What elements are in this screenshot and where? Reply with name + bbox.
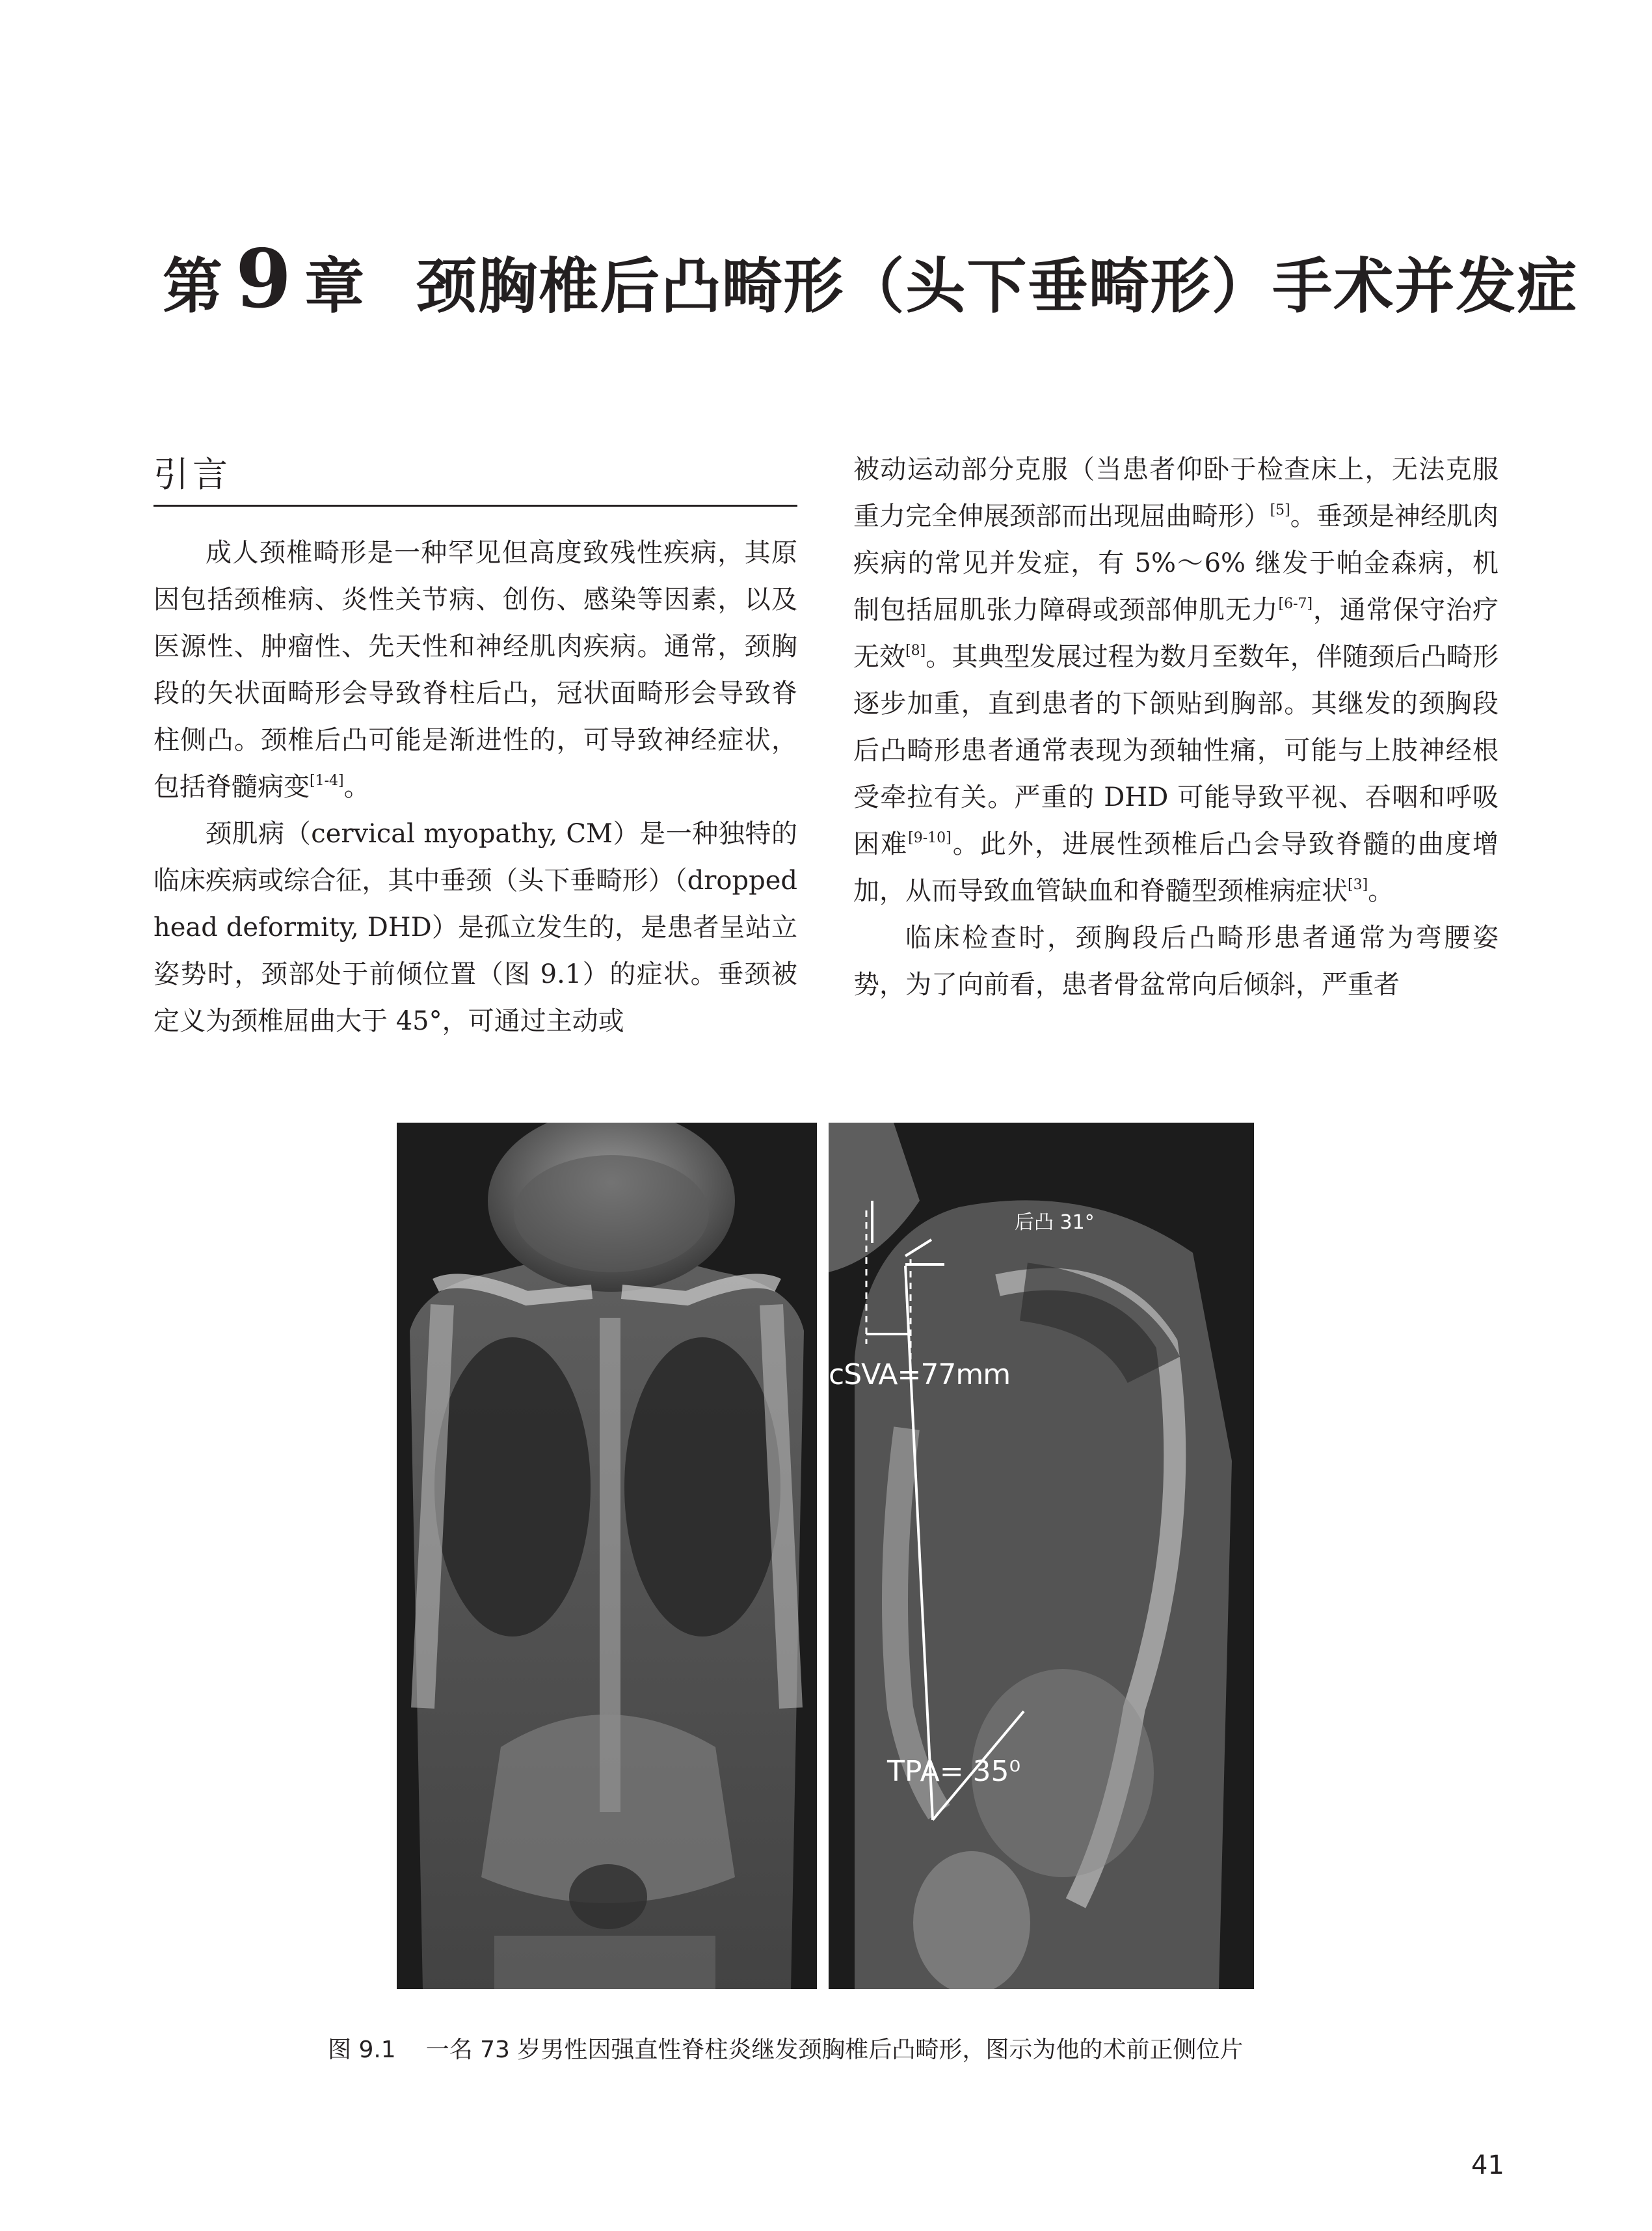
csva-label: cSVA=77mm (829, 1358, 1011, 1391)
paragraph-text: ，通常保守治疗无效 (853, 595, 1499, 672)
paragraph-continued (853, 446, 1499, 915)
paragraph-end: 。 (343, 772, 370, 802)
page-number: 41 (1471, 2150, 1504, 2180)
chapter-number: 9 (235, 232, 293, 327)
left-column (153, 529, 797, 1045)
paragraph-text: 被动运动部分克服（当患者仰卧于检查床上，无法克服重力完全伸展颈部而出现屈曲畸形） (853, 455, 1499, 531)
citation: [5] (1270, 502, 1290, 518)
tpa-label: TPA= 35⁰ (887, 1755, 1021, 1788)
citation: [9-10] (908, 830, 952, 846)
paragraph-text: 颈肌病（cervical myopathy, CM）是一种独特的临床疾病或综合征，其中垂颈（头下垂畸形）（dropped head deformity, DHD）是孤立发生的，是患者呈站立姿势时，颈部处于前倾位置（图 9.1）的症状。垂颈被定义为颈椎屈曲大于 45°，可通过主动或 (153, 819, 797, 1036)
citation: [6-7] (1278, 596, 1313, 612)
chapter-title-text: 颈胸椎后凸畸形（头下垂畸形）手术并发症 (416, 252, 1579, 321)
chapter-suffix: 章 (304, 252, 366, 321)
section-heading-text: 引言 (153, 454, 232, 495)
paragraph-end: 。 (1368, 876, 1394, 906)
paragraph-clinical (853, 915, 1499, 1008)
paragraph-text: 。其典型发展过程为数月至数年，伴随颈后凸畸形逐步加重，直到患者的下颌贴到胸部。其继发的颈胸段后凸畸形患者通常表现为颈轴性痛，可能与上肢神经根受牵拉有关。严重的 DHD 可能导致平视、吞咽和呼吸困难 (853, 642, 1499, 859)
kyphosis-label: 后凸 31° (1015, 1211, 1095, 1234)
citation: [3] (1348, 877, 1368, 893)
paragraph-cm (153, 810, 797, 1045)
xray-frontal-drawing (397, 1123, 817, 1989)
right-column (853, 446, 1499, 1008)
chapter-prefix: 第 (163, 252, 224, 321)
xray-lateral-drawing (829, 1123, 1254, 1989)
paragraph-text: 临床检查时，颈胸段后凸畸形患者通常为弯腰姿势，为了向前看，患者骨盆常向后倾斜，严重者 (853, 923, 1499, 1000)
paragraph-intro (153, 529, 797, 810)
xray-lateral-image (829, 1123, 1254, 1989)
citation: [1-4] (310, 773, 344, 789)
paragraph-text: 成人颈椎畸形是一种罕见但高度致残性疾病，其原因包括颈椎病、炎性关节病、创伤、感染等因素，以及医源性、肿瘤性、先天性和神经肌肉疾病。通常，颈胸段的矢状面畸形会导致脊柱后凸，冠状面畸形会导致脊柱侧凸。颈椎后凸可能是渐进性的，可导致神经症状，包括脊髓病变 (153, 538, 797, 802)
figure-caption (328, 2035, 1368, 2066)
citation: [8] (905, 643, 926, 659)
figure-9-1 (397, 1123, 1254, 1989)
xray-frontal-image (397, 1123, 817, 1989)
paragraph-text: 。垂颈是神经肌肉疾病的常见并发症，有 5%～6% 继发于帕金森病，机制包括屈肌张力障碍或颈部伸肌无力 (853, 501, 1499, 625)
caption-label: 图 9.1 (328, 2037, 396, 2063)
paragraph-text: 。此外，进展性颈椎后凸会导致脊髓的曲度增加，从而导致血管缺血和脊髓型颈椎病症状 (853, 829, 1499, 906)
chapter-title (163, 232, 1579, 327)
caption-text: 一名 73 岁男性因强直性脊柱炎继发颈胸椎后凸畸形，图示为他的术前正侧位片 (425, 2037, 1244, 2063)
section-heading (153, 449, 797, 507)
